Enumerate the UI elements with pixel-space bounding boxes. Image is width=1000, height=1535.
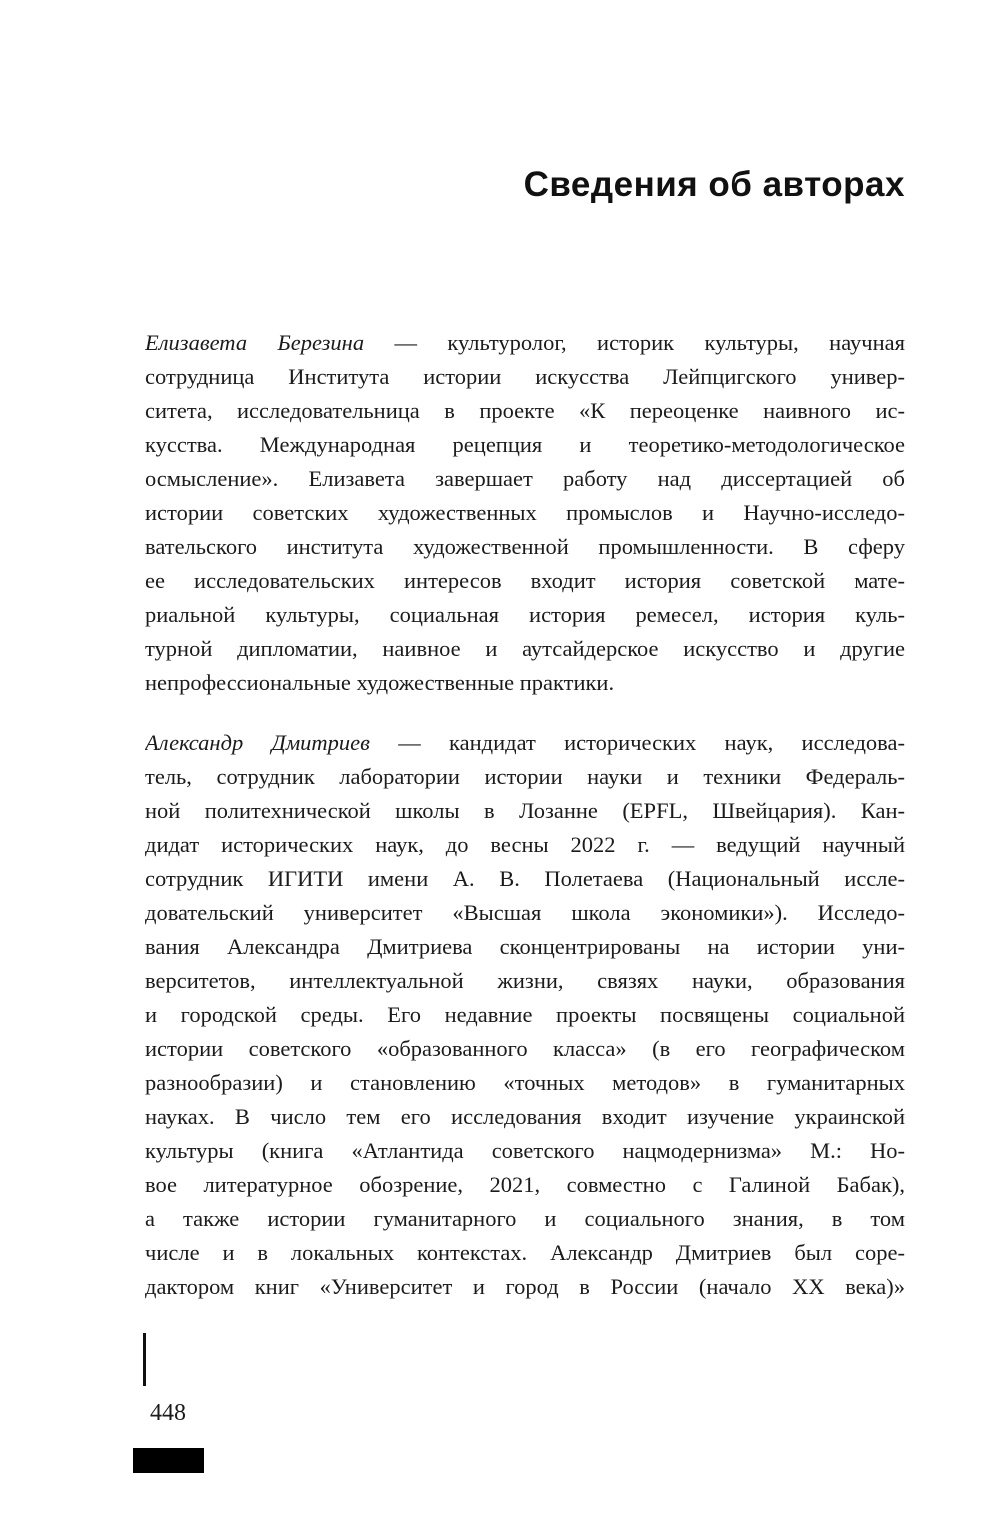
- text-line: сотрудник ИГИТИ имени А. В. Полетаева (Национальный иссле-: [145, 866, 905, 891]
- text-line: культуры (книга «Атлантида советского нацмодернизма» М.: Но-: [145, 1138, 905, 1163]
- text-line: и городской среды. Его недавние проекты посвящены социальной: [145, 1002, 905, 1027]
- paragraph-lines: [145, 360, 905, 666]
- text-line: вое литературное обозрение, 2021, совместно с Галиной Бабак),: [145, 1172, 905, 1197]
- text-line: вания Александра Дмитриева сконцентрированы на истории уни-: [145, 934, 905, 959]
- margin-tick-mark: [143, 1333, 146, 1386]
- text-line: тель, сотрудник лаборатории истории науки и техники Федераль-: [145, 764, 905, 789]
- text-line: истории советских художественных промыслов и Научно-исследо-: [145, 500, 905, 525]
- text-line: кусства. Международная рецепция и теоретико-методологическое: [145, 432, 905, 457]
- text-line: турной дипломатии, наивное и аутсайдерское искусство и другие: [145, 636, 905, 661]
- text-line: сотрудница Института истории искусства Лейпцигского универ-: [145, 364, 905, 389]
- author-paragraph-dmitriev: [145, 726, 905, 1304]
- text-line: вательского института художественной промышленности. В сферу: [145, 534, 905, 559]
- text-line: риальной культуры, социальная история ремесел, история куль-: [145, 602, 905, 627]
- text-line: дидат исторических наук, до весны 2022 г. — ведущий научный: [145, 832, 905, 857]
- text-line: а также истории гуманитарного и социального знания, в том: [145, 1206, 905, 1231]
- author-paragraph-berezina: [145, 326, 905, 700]
- text-line: ной политехнической школы в Лозанне (EPFL, Швейцария). Кан-: [145, 798, 905, 823]
- text-line: ситета, исследовательница в проекте «К переоценке наивного ис-: [145, 398, 905, 423]
- author-name: Елизавета Березина: [145, 330, 365, 355]
- text-line: разнообразии) и становлению «точных методов» в гуманитарных: [145, 1070, 905, 1095]
- printer-mark-bar: [133, 1448, 204, 1473]
- page-title: Сведения об авторах: [523, 165, 905, 204]
- paragraph-lines: [145, 760, 905, 1304]
- text-line: ее исследовательских интересов входит история советской мате-: [145, 568, 905, 593]
- text-line: науках. В число тем его исследования входит изучение украинской: [145, 1104, 905, 1129]
- text-line: дактором книг «Университет и город в России (начало XX века)»: [145, 1274, 905, 1299]
- text-line: [145, 326, 905, 360]
- text-line: довательский университет «Высшая школа экономики»). Исследо-: [145, 900, 905, 925]
- text-line: непрофессиональные художественные практики.: [145, 670, 615, 695]
- first-line-rest: — кандидат исторических наук, исследова-: [369, 730, 905, 755]
- author-name: Александр Дмитриев: [145, 730, 370, 755]
- text-block: [145, 326, 905, 1304]
- text-line: числе и в локальных контекстах. Александр Дмитриев был соре-: [145, 1240, 905, 1265]
- page-number: 448: [150, 1400, 186, 1426]
- text-line: верситетов, интеллектуальной жизни, связях науки, образования: [145, 968, 905, 993]
- first-line-rest: — культуролог, историк культуры, научная: [364, 330, 905, 355]
- text-line: истории советского «образованного класса» (в его географическом: [145, 1036, 905, 1061]
- text-line: [145, 726, 905, 760]
- text-line: осмысление». Елизавета завершает работу над диссертацией об: [145, 466, 905, 491]
